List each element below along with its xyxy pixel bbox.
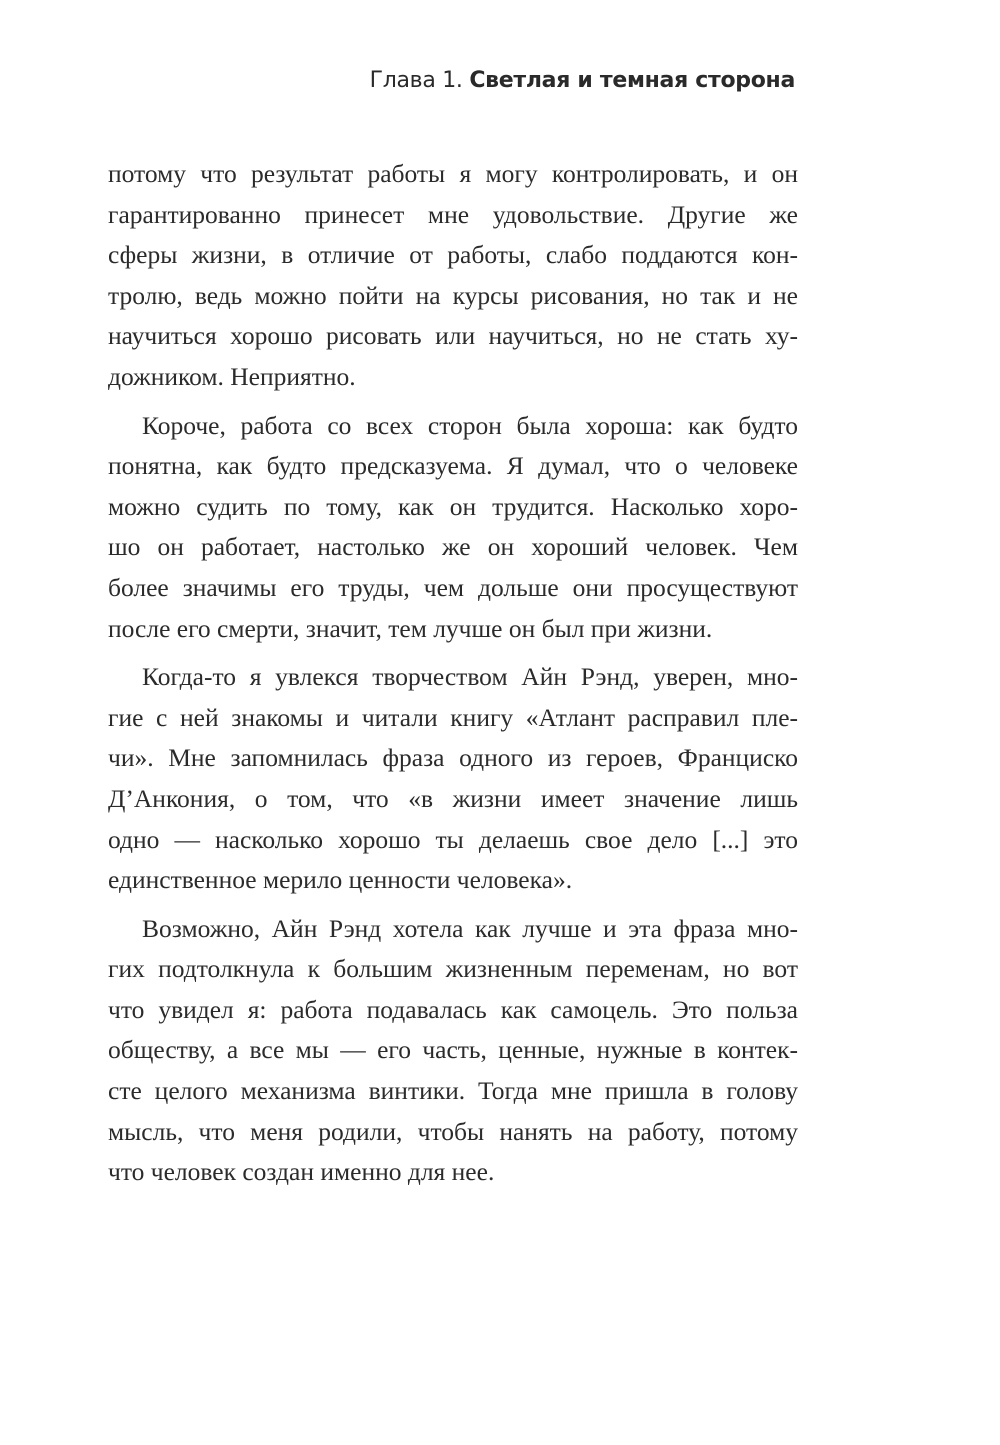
text-line: шо он работает, настолько же он хороший человек. Чем (108, 532, 798, 562)
running-header (370, 68, 795, 93)
text-line: более значимы его труды, чем дольше они просуществуют (108, 572, 798, 602)
chapter-title: Светлая и темная сторона (469, 68, 795, 93)
text-line: Короче, работа со всех сторон была хороша: как будто (142, 410, 798, 440)
text-line: Возможно, Айн Рэнд хотела как лучше и эта фраза мно- (142, 913, 798, 943)
text-line: понятна, как будто предсказуема. Я думал, что о человеке (108, 451, 798, 481)
text-line: сферы жизни, в отличие от работы, слабо поддаются кон- (108, 240, 798, 270)
paragraph-4 (108, 909, 798, 1193)
text-line: что увидел я: работа подавалась как самоцель. Это польза (108, 994, 798, 1024)
text-line: после его смерти, значит, тем лучше он был при жизни. (108, 613, 713, 643)
text-line: единственное мерило ценности человека». (108, 865, 573, 895)
text-line: можно судить по тому, как он трудится. Насколько хоро- (108, 491, 798, 521)
chapter-label: Глава 1. (369, 68, 463, 93)
text-line: гие с ней знакомы и читали книгу «Атлант расправил пле- (108, 702, 798, 732)
text-line: гарантированно принесет мне удовольствие. Другие же (108, 199, 798, 229)
text-line: чи». Мне запомнилась фраза одного из героев, Франциско (108, 743, 798, 773)
text-line: научиться хорошо рисовать или научиться, но не стать ху- (108, 321, 798, 351)
text-line: одно — насколько хорошо ты делаешь свое дело [...] это (108, 824, 798, 854)
text-line: что человек создан именно для нее. (108, 1157, 495, 1187)
text-line: потому что результат работы я могу контролировать, и он (108, 159, 798, 188)
text-line: тролю, ведь можно пойти на курсы рисования, но так и не (108, 280, 798, 310)
text-line: Когда-то я увлекся творчеством Айн Рэнд, уверен, мно- (142, 662, 798, 692)
text-line: мысль, что меня родили, чтобы нанять на работу, потому (108, 1116, 798, 1146)
paragraph-3 (108, 657, 798, 901)
text-line: дожником. Неприятно. (108, 361, 356, 391)
text-line: сте целого механизма винтики. Тогда мне пришла в голову (108, 1076, 798, 1106)
text-line: обществу, а все мы — его часть, ценные, нужные в контек- (108, 1035, 798, 1065)
paragraph-1 (108, 154, 798, 398)
paragraph-2 (108, 406, 798, 650)
body-text (108, 154, 798, 1201)
text-line: гих подтолкнула к большим жизненным переменам, но вот (108, 954, 798, 984)
text-line: Д’Анкония, о том, что «в жизни имеет значение лишь (108, 783, 798, 813)
